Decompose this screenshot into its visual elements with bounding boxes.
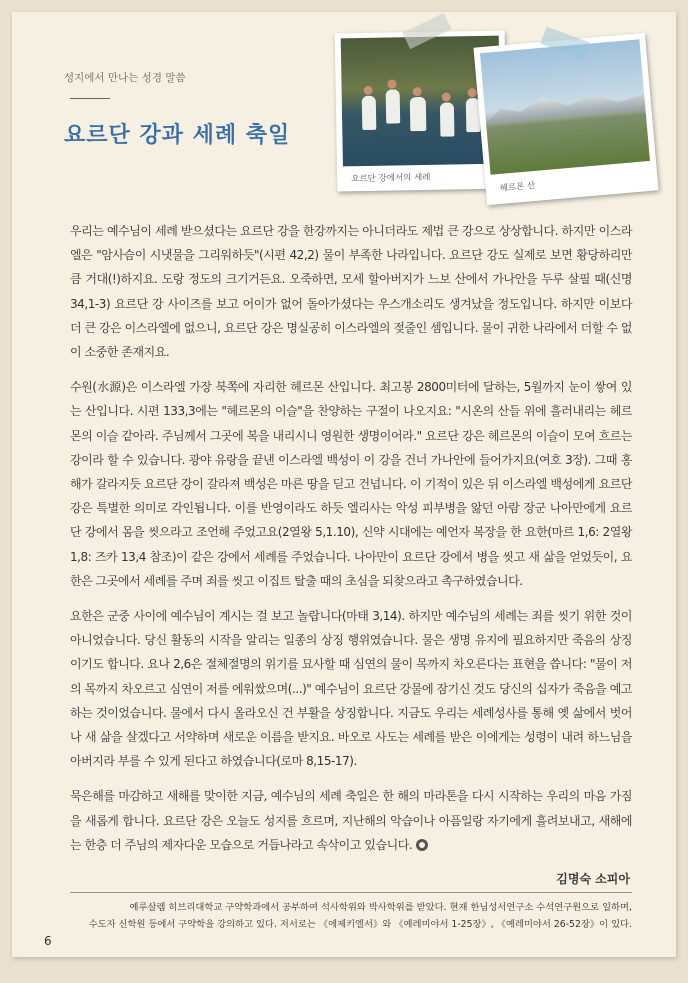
page-number: 6 bbox=[44, 934, 52, 948]
photo-figure-head bbox=[387, 79, 396, 88]
author-bio bbox=[70, 899, 632, 933]
photo-caption: 헤르몬 산 bbox=[499, 180, 536, 195]
title-divider bbox=[70, 98, 110, 99]
article-title: 요르단 강과 세례 축일 bbox=[64, 123, 291, 148]
photo-figure bbox=[410, 97, 427, 131]
article-body bbox=[70, 219, 632, 868]
photo-figure bbox=[440, 102, 455, 136]
photo-figure-head bbox=[364, 86, 373, 95]
hermon-photo bbox=[473, 33, 658, 205]
body-paragraph: 우리는 예수님이 세례 받으셨다는 요르단 강을 한강까지는 아니더라도 제법 큰 강으로 상상합니다. 하지만 이스라엘은 "암사슴이 시냇물을 그리워하듯"(시편 42,2) 물이 부족한 나라입니다. 요르단 강도 실제로 보면 황당하리만큼 거대(!)하지요. 도랑 정도의 크기거든요. 오죽하면, 모세 할아버지가 느보 산에서 가나안을 두루 살필 때(신명 34,1-3) 요르단 강 사이즈를 보고 어이가 없어 돌아가셨다는 우스개소리도 생겨났을 정도입니다. 하지만 이보다 더 큰 강은 이스라엘에 없으니, 요르단 강은 명실공히 이스라엘의 젖줄인 셈입니다. 물이 귀한 나라에서 더할 수 없이 소중한 존재지요. bbox=[70, 224, 632, 360]
body-paragraph: 수원(水源)은 이스라엘 가장 북쪽에 자리한 헤르몬 산입니다. 최고봉 2800미터에 달하는, 5월까지 눈이 쌓여 있는 산입니다. 시편 133,3에는 "헤르몬의 이슬"을 찬양하는 구절이 나오지요: "시온의 산들 위에 흘러내리는 헤르몬의 이슬 같아라. 주님께서 그곳에 복을 내리시니 영원한 생명이어라." 요르단 강은 헤르몬의 이슬이 모여 흐르는 강이라 할 수 있습니다. 광야 유랑을 끝낸 이스라엘 백성이 이 강을 건너 가나안에 들어가지요(여호 3장). 그때 홍해가 갈라지듯 요르단 강이 갈라져 백성은 마른 땅을 딛고 건넙니다. 이 기적이 있은 뒤 이스라엘 백성에게 요르단 강은 특별한 의미로 각인됩니다. 이를 반영이라도 하듯 엘리사는 악성 피부병을 앓던 아람 장군 나아만에게 요르단 강에서 몸을 씻으라고 조언해 주었고요(2열왕 5,1.10), 신약 시대에는 예언자 복장을 한 요한(마르 1,6: 2열왕 1,8: 즈카 13,4 참조)이 같은 강에서 세례를 주었습니다. 나아만이 요르단 강에서 병을 씻고 새 삶을 얻었듯이, 요한은 그곳에서 세례를 주며 죄를 씻고 이집트 탈출 때의 초심을 되찾으라고 촉구하였습니다. bbox=[70, 380, 632, 588]
author-bio-line: 수도자 신학원 등에서 구약학을 강의하고 있다. 저서로는 《에제키엘서》와 《예레미야서 1-25장》, 《예레미야서 26-52장》이 있다. bbox=[88, 919, 632, 930]
snowy-mountain-range bbox=[484, 83, 646, 123]
hermon-photo-image bbox=[480, 39, 650, 174]
photo-figure bbox=[362, 96, 377, 130]
photo-figure-head bbox=[442, 92, 451, 101]
section-label: 성지에서 만나는 성경 말씀 bbox=[64, 72, 186, 84]
body-paragraph: 요한은 군중 사이에 예수님이 계시는 걸 보고 놀랍니다(마태 3,14). 하지만 예수님의 세례는 죄를 씻기 위한 것이 아니었습니다. 당신 활동의 시작을 알리는 일종의 상징 행위였습니다. 물은 생명 유지에 필요하지만 죽음의 상징이기도 합니다. 요나 2,6은 절체절명의 위기를 묘사할 때 심연의 물이 목까지 차오른다는 표현을 씁니다: "물이 저의 목까지 차오르고 심연이 저를 에워쌌으며(...)" 예수님이 요르단 강물에 잠기신 것도 당신의 십자가 죽음을 예고하는 것이었습니다. 물에서 다시 올라오신 건 부활을 상징합니다. 지금도 우리는 세례성사를 통해 옛 삶에서 벗어나 새 삶을 살겠다고 서약하며 새로운 이름을 받지요. 바오로 사도는 세례를 받은 이에게는 성령이 내려 하느님을 아버지라 부를 수 있게 된다고 하였습니다(로마 8,15-17). bbox=[70, 609, 632, 769]
author-name: 김명숙 소피아 bbox=[556, 872, 630, 886]
author-bio-line: 예루살렘 히브리대학교 구약학과에서 공부하여 석사학위와 박사학위를 받았다. 현재 한님성서연구소 수석연구원으로 일하며, bbox=[129, 902, 632, 913]
photo-figure bbox=[386, 89, 401, 123]
end-mark-icon bbox=[416, 839, 428, 851]
photo-caption: 요르단 강에서의 세례 bbox=[351, 172, 431, 185]
photo-figure-head bbox=[468, 88, 477, 97]
bio-divider bbox=[70, 892, 632, 893]
body-paragraph-last bbox=[70, 784, 632, 857]
body-paragraph-text: 묵은해를 마감하고 새해를 맞이한 지금, 예수님의 세례 축일은 한 해의 마라톤을 다시 시작하는 우리의 마음 가짐을 새롭게 합니다. 요르단 강은 오늘도 성지를 흐르며, 지난해의 악습이나 아픔일랑 자기에게 흘려보내고, 새해에는 한층 더 주님의 제자다운 모습으로 거듭나라고 속삭이고 있습니다. bbox=[70, 789, 632, 852]
magazine-page bbox=[12, 12, 676, 957]
photo-figure-head bbox=[413, 87, 422, 96]
